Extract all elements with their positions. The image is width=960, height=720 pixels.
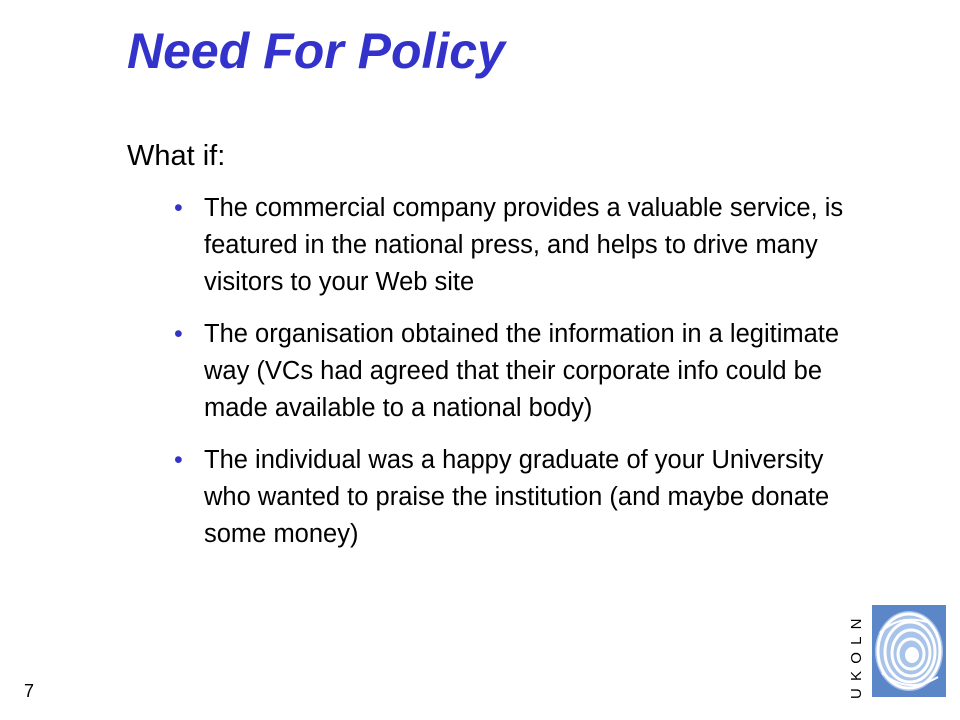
ukoln-logo: [848, 603, 928, 701]
ukoln-swirl-icon: [870, 603, 948, 699]
logo-letters-text: UKOLN: [848, 611, 865, 699]
slide-title: Need For Policy: [127, 23, 505, 79]
bullet-item: [174, 190, 874, 301]
page-number: 7: [24, 681, 35, 701]
bullet-dot: •: [174, 446, 183, 474]
lead-text: What if:: [127, 140, 226, 172]
bullet-text: The individual was a happy graduate of your University who wanted to praise the institution (and maybe donate some money): [204, 446, 830, 548]
bullet-item: [174, 316, 874, 427]
bullet-text: The organisation obtained the information in a legitimate way (VCs had agreed that their corporate info could be made available to a national body): [204, 320, 840, 422]
bullet-list: [174, 190, 874, 568]
bullet-dot: •: [174, 320, 183, 348]
bullet-item: [174, 442, 874, 553]
logo-wordmark: [848, 603, 866, 701]
bullet-dot: •: [174, 194, 183, 222]
bullet-text: The commercial company provides a valuable service, is featured in the national press, and helps to drive many visitors to your Web site: [204, 194, 844, 296]
